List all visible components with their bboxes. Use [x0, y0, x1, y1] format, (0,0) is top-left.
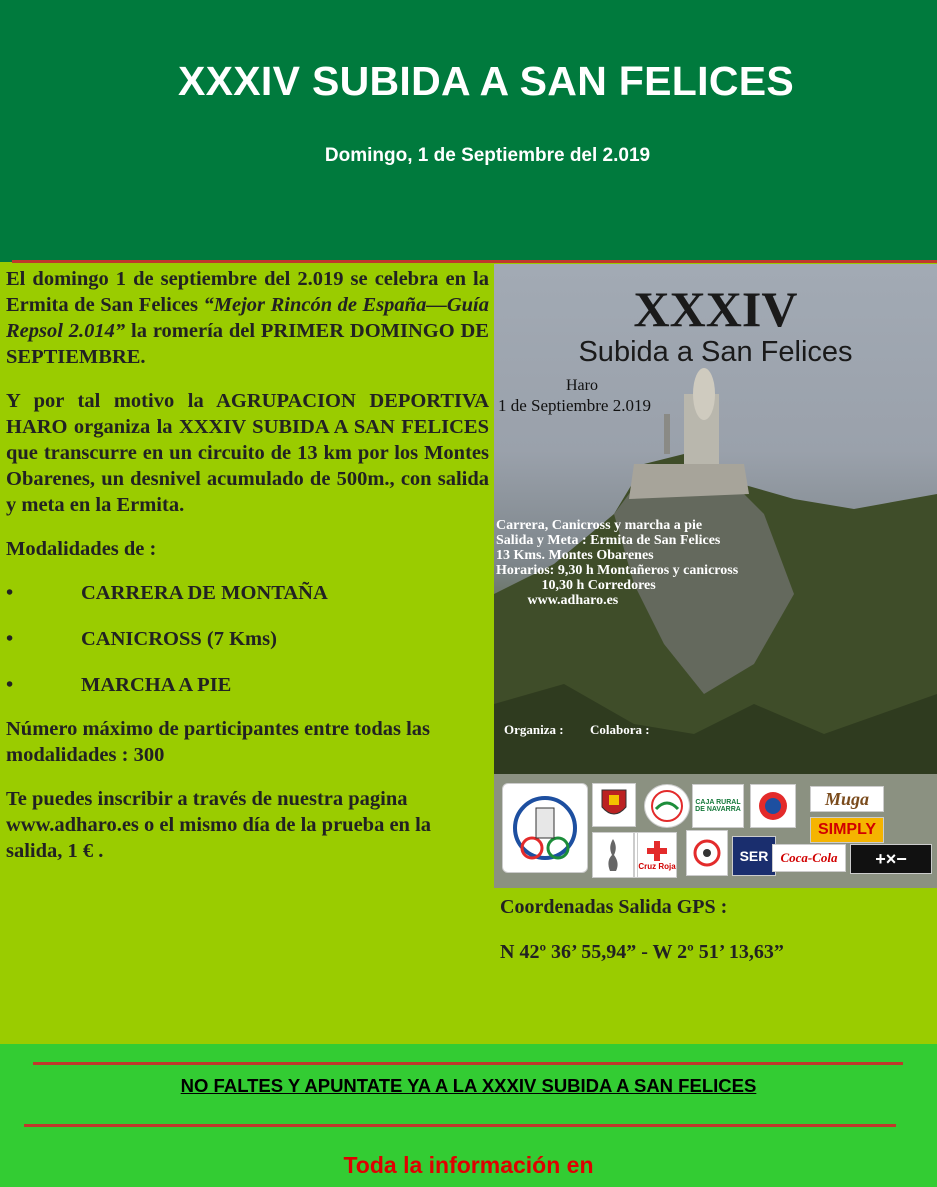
header-banner — [0, 0, 937, 262]
gps-label: Coordenadas Salida GPS : — [500, 896, 728, 918]
poster-organiza: Organiza : — [504, 722, 564, 737]
bullet-icon: • — [6, 582, 14, 604]
event-date: Domingo, 1 de Septiembre del 2.019 — [324, 145, 651, 166]
description-column — [6, 266, 489, 882]
sponsor-figure-logo — [592, 832, 634, 878]
sponsor-logo — [644, 784, 690, 828]
bullet-icon: • — [6, 674, 14, 696]
poster-edition: XXXIV — [633, 281, 798, 337]
poster-date: 1 de Septiembre 2.019 — [498, 396, 651, 415]
list-item: • CANICROSS (7 Kms) — [6, 628, 277, 650]
cruz-roja-logo: Cruz Roja — [637, 832, 677, 878]
divider-footer-top — [33, 1062, 903, 1065]
intro-paragraph: El domingo 1 de septiembre del 2.019 se celebra en la Ermita de San Felices “Mejor Rincón de España—Guía Repsol 2.014” la romería del PRIMER DOMINGO DE SEPTIEMBRE. — [6, 268, 489, 368]
coca-cola-logo: Coca-Cola — [772, 844, 846, 872]
max-participants: Número máximo de participantes entre todas las modalidades : 300 — [6, 718, 431, 766]
event-poster — [494, 264, 937, 888]
list-item: • CARRERA DE MONTAÑA — [6, 582, 328, 604]
sponsor-badge-logo — [750, 784, 796, 828]
bullet-icon: • — [6, 628, 14, 650]
poster-info: Carrera, Canicross y marcha a pie Salida y Meta : Ermita de San Felices 13 Kms. Montes Obarenes Horarios: 9,30 h Montañeros y canicross 10,30 h Corredores www.adharo.es — [496, 518, 739, 608]
poster-colabora: Colabora : — [590, 722, 650, 737]
adharo-logo — [502, 783, 588, 873]
gps-coordinates: N 42º 36’ 55,94” - W 2º 51’ 13,63” — [500, 941, 784, 963]
ser-radio-logo: SER — [732, 836, 776, 876]
organization-paragraph: Y por tal motivo la AGRUPACION DEPORTIVA HARO organiza la XXXIV SUBIDA A SAN FELICES que transcurre en un circuito de 13 km por los Montes Obarenes, un desnivel acumulado de 500m., con salida y meta en la Ermita. — [6, 390, 489, 516]
modalidades-label: Modalidades de : — [6, 538, 157, 560]
muga-logo: Muga — [810, 786, 884, 812]
page-title: XXXIV SUBIDA A SAN FELICES — [177, 58, 795, 104]
list-item: • MARCHA A PIE — [6, 674, 232, 696]
poster-title: Subida a San Felices — [578, 336, 853, 368]
simply-logo: SIMPLY — [810, 817, 884, 843]
haro-coat-of-arms-logo — [592, 783, 636, 827]
poster-town: Haro — [566, 377, 598, 394]
info-heading: Toda la información en — [343, 1152, 594, 1178]
registration-info: Te puedes inscribir a través de nuestra pagina www.adharo.es o el mismo día de la prueba en la salida, 1 € . — [6, 788, 432, 862]
repsol-quote: “Mejor Rincón de España—Guía Repsol 2.014” — [6, 294, 489, 342]
divider-footer-bottom — [24, 1124, 896, 1127]
sponsor-logo — [686, 830, 728, 876]
masqormenos-logo: +×− — [850, 844, 932, 874]
caja-rural-logo: CAJA RURAL DE NAVARRA — [692, 784, 744, 828]
cta-link[interactable]: NO FALTES Y APUNTATE YA A LA XXXIV SUBIDA A SAN FELICES — [180, 1075, 757, 1096]
